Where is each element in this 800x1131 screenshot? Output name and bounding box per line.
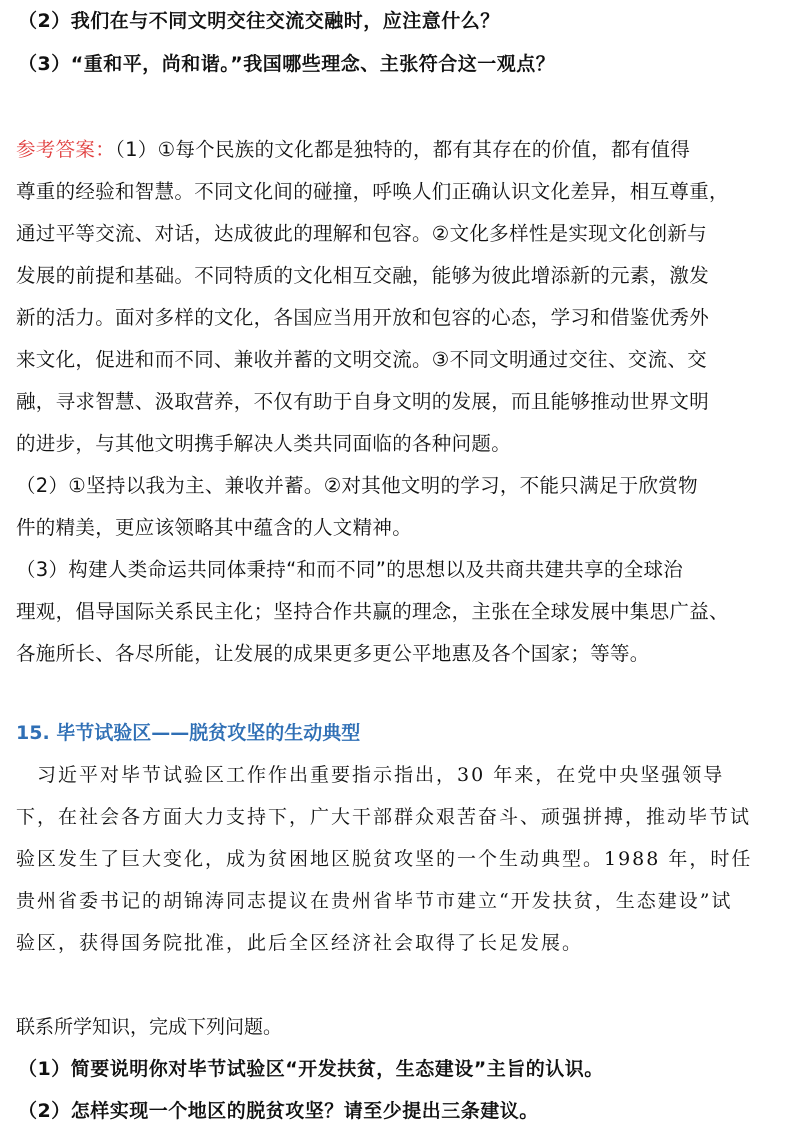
- paragraph-line-5: 验区，获得国务院批准，此后全区经济社会取得了长足发展。: [16, 932, 584, 954]
- answer-line-13: 各施所长、各尽所能，让发展的成果更多更公平地惠及各个国家；等等。: [16, 642, 650, 665]
- answer-label: 参考答案：: [16, 138, 116, 161]
- answer-line-7: 融，寻求智慧、汲取营养，不仅有助于自身文明的发展，而且能够推动世界文明: [16, 390, 710, 413]
- answer-line-9: （2）①坚持以我为主、兼收并蓄。②对其他文明的学习，不能只满足于欣赏物: [16, 474, 698, 497]
- answer-line-1: [16, 134, 690, 162]
- answer-line-2: 尊重的经验和智慧。不同文化间的碰撞，呼唤人们正确认识文化差异，相互尊重，: [16, 180, 729, 203]
- answer-line-5: 新的活力。面对多样的文化，各国应当用开放和包容的心态，学习和借鉴优秀外: [16, 306, 710, 329]
- answer-line-3: 通过平等交流、对话，达成彼此的理解和包容。②文化多样性是实现文化创新与: [16, 222, 707, 245]
- paragraph-line-2: 下，在社会各方面大力支持下，广大干部群众艰苦奋斗、顽强拼搏，推动毕节试: [16, 806, 752, 828]
- paragraph-line-1: 习近平对毕节试验区工作作出重要指示指出，30 年来，在党中央坚强领导: [16, 764, 725, 786]
- section-15-question-2: （2）怎样实现一个地区的脱贫攻坚？请至少提出三条建议。: [18, 1100, 539, 1122]
- answer-line-12: 理观，倡导国际关系民主化；坚持合作共赢的理念，主张在全球发展中集思广益、: [16, 600, 729, 623]
- answer-line-11: （3）构建人类命运共同体秉持“和而不同”的思想以及共商共建共享的全球治: [16, 558, 684, 581]
- question-3-top: （3）“重和平，尚和谐。”我国哪些理念、主张符合这一观点？: [18, 53, 556, 75]
- question-2-top: （2）我们在与不同文明交往交流交融时，应注意什么？: [18, 10, 500, 32]
- answer-line-4: 发展的前提和基础。不同特质的文化相互交融，能够为彼此增添新的元素，激发: [16, 264, 710, 287]
- answer-line-10: 件的精美，更应该领略其中蕴含的人文精神。: [16, 516, 413, 539]
- answer-line-8: 的进步，与其他文明携手解决人类共同面临的各种问题。: [16, 432, 512, 455]
- section-15-question-1: （1）简要说明你对毕节试验区“开发扶贫，生态建设”主旨的认识。: [18, 1058, 604, 1080]
- section-15-title: 15. 毕节试验区——脱贫攻坚的生动典型: [16, 722, 361, 744]
- instruction-text: 联系所学知识，完成下列问题。: [16, 1016, 283, 1038]
- paragraph-line-3: 验区发生了巨大变化，成为贫困地区脱贫攻坚的一个生动典型。1988 年，时任: [16, 848, 753, 870]
- paragraph-line-4: 贵州省委书记的胡锦涛同志提议在贵州省毕节市建立“开发扶贫，生态建设”试: [16, 890, 733, 912]
- answer-line-6: 来文化，促进和而不同、兼收并蓄的文明交流。③不同文明通过交往、交流、交: [16, 348, 707, 371]
- answer-line-1-text: （1）①每个民族的文化都是独特的，都有其存在的价值，都有值得: [115, 138, 691, 161]
